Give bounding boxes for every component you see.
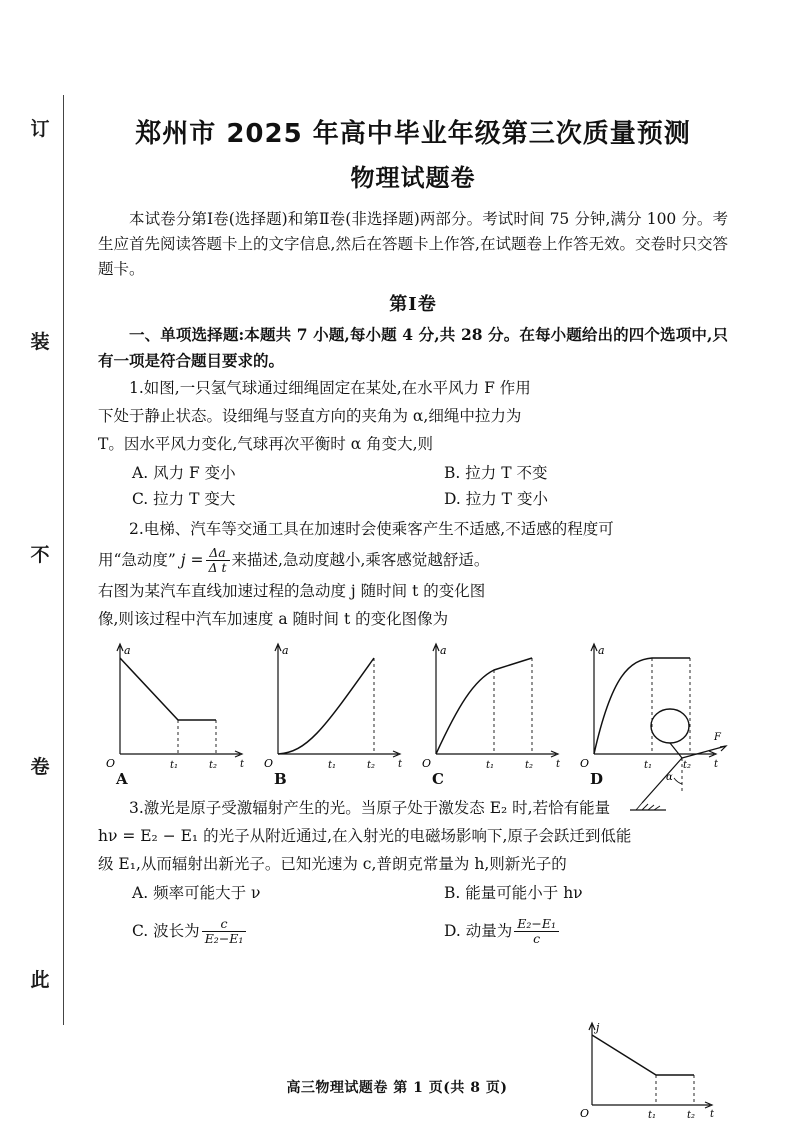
option-graph-C[interactable] — [414, 636, 564, 786]
option-C-fraction: $\frac{c}{\text{E₂−E₁}}$ — [202, 917, 247, 947]
margin-rule-line — [63, 95, 64, 1025]
question-3 — [98, 796, 728, 950]
margin-char-0: 订 — [30, 118, 50, 140]
svg-text:j: j — [596, 1020, 600, 1034]
svg-text:t₂: t₂ — [683, 759, 692, 771]
svg-text:a: a — [124, 643, 131, 657]
svg-text:t₂: t₂ — [367, 759, 376, 771]
svg-text:t₁: t₁ — [486, 759, 495, 771]
option-graph-B-label: B — [274, 769, 287, 788]
svg-text:t₁: t₁ — [644, 759, 653, 771]
svg-text:t₂: t₂ — [687, 1109, 696, 1121]
question-1-option-A[interactable]: A. 风力 F 变小 — [132, 463, 236, 482]
question-3-stem-line-1 — [98, 796, 728, 821]
question-3-line-1: 激光是原子受激辐射产生的光。当原子处于激发态 E₂ 时,若恰有能量 — [143, 798, 611, 817]
question-1-option-C[interactable]: C. 拉力 T 变大 — [132, 490, 236, 509]
question-2-line-4: 像,则该过程中汽车加速度 a 随时间 t 的变化图像为 — [98, 609, 449, 628]
option-graph-D-label: D — [590, 769, 604, 788]
jerk-time-graph — [570, 1017, 720, 1129]
margin-char-2: 不 — [30, 543, 50, 566]
svg-text:a: a — [282, 643, 289, 657]
option-D-fraction: $\frac{\text{E₂−E₁}}{c}$ — [514, 917, 559, 947]
section-lead-text: 一、单项选择题:本题共 7 小题,每小题 4 分,共 28 分。在每小题给出的四个选项中,只有一项是符合题目要求的。 — [98, 325, 728, 370]
question-3-number: 3. — [129, 798, 144, 817]
question-3-option-D[interactable]: D. 动量为 $\frac{\text{E₂−E₁}}{c}$ — [416, 913, 728, 950]
svg-text:t: t — [710, 1108, 715, 1120]
question-3-line-3: 级 E₁,从而辐射出新光子。已知光速为 c,普朗克常量为 h,则新光子的 — [98, 855, 567, 874]
binding-margin-text — [20, 120, 60, 990]
question-1-stem-line-1 — [98, 376, 553, 401]
svg-text:t: t — [714, 758, 719, 770]
option-graph-A-label: A — [116, 769, 128, 788]
question-2-stem-line-1 — [98, 517, 728, 542]
svg-text:a: a — [598, 643, 605, 657]
question-3-options-row-1 — [98, 880, 728, 906]
question-3-option-C[interactable]: C. 波长为 $\frac{c}{\text{E₂−E₁}}$ — [132, 913, 416, 950]
jerk-definition-fraction: $\frac{\Delta a}{\text{Δ t}}$ — [206, 546, 230, 576]
svg-text:a: a — [440, 643, 447, 657]
svg-text:O: O — [264, 756, 274, 770]
svg-text:t: t — [398, 758, 403, 770]
question-1-line-1: 如图,一只氢气球通过细绳固定在某处,在水平风力 F 作用 — [143, 378, 531, 397]
option-graph-A[interactable] — [98, 636, 248, 786]
question-1-option-D[interactable]: D. 拉力 T 变小 — [444, 490, 548, 509]
page-subtitle: 物理试题卷 — [350, 164, 476, 193]
question-3-option-A[interactable]: A. 频率可能大于 ν — [132, 884, 261, 903]
question-1-number: 1. — [129, 378, 144, 397]
question-3-option-B[interactable]: B. 能量可能小于 hν — [444, 884, 583, 903]
section-one-title: 第Ⅰ卷 — [389, 294, 437, 316]
margin-char-1: 装 — [30, 330, 50, 353]
option-graph-D[interactable] — [572, 636, 722, 786]
question-3-options-row-2 — [98, 913, 728, 950]
question-2-line-1: 电梯、汽车等交通工具在加速时会使乘客产生不适感,不适感的程度可 — [143, 519, 614, 538]
question-2-number: 2. — [129, 519, 144, 538]
svg-text:t₁: t₁ — [170, 759, 179, 771]
exam-instructions: 本试卷分第Ⅰ卷(选择题)和第Ⅱ卷(非选择题)两部分。考试时间 75 分钟,满分 100 分。考生应首先阅读答题卡上的文字信息,然后在答题卡上作答,在试题卷上作答无效。交卷时只交答题卡。 — [98, 210, 728, 279]
svg-text:t₁: t₁ — [328, 759, 337, 771]
margin-char-3: 卷 — [30, 756, 50, 779]
question-2-option-graphs — [98, 636, 728, 786]
svg-text:α: α — [666, 771, 673, 783]
option-graph-C-label: C — [432, 769, 444, 788]
svg-text:t₂: t₂ — [209, 759, 218, 771]
svg-text:t₁: t₁ — [648, 1109, 657, 1121]
page-footer: 高三物理试题卷 第 1 页(共 8 页) — [286, 1080, 508, 1096]
question-3-line-2: hν = E₂ − E₁ 的光子从附近通过,在入射光的电磁场影响下,原子会跃迁到低能 — [98, 827, 632, 846]
question-1-line-3: T。因水平风力变化,气球再次平衡时 α 角变大,则 — [98, 434, 434, 453]
option-graph-B[interactable] — [256, 636, 406, 786]
svg-text:O: O — [422, 756, 432, 770]
question-1-line-2: 下处于静止状态。设细绳与竖直方向的夹角为 α,细绳中拉力为 — [98, 406, 522, 425]
svg-text:O: O — [106, 756, 116, 770]
svg-text:t₂: t₂ — [525, 759, 534, 771]
question-2-stem-line-2: 用“急动度” j = $\frac{\Delta a}{\text{Δ t}}$ 来描述,急动度越小,乘客感觉越舒适。 — [98, 544, 490, 576]
page-title: 郑州市 2025 年高中毕业年级第三次质量预测 — [135, 119, 691, 149]
jerk-definition-lhs: j = — [180, 550, 204, 569]
question-2-line-3: 右图为某汽车直线加速过程的急动度 j 随时间 t 的变化图 — [98, 581, 486, 600]
svg-text:F: F — [714, 731, 721, 743]
question-1-options-row-2 — [98, 486, 728, 512]
svg-text:t: t — [240, 758, 245, 770]
svg-text:O: O — [580, 756, 590, 770]
svg-text:O: O — [580, 1106, 590, 1120]
question-1-option-B[interactable]: B. 拉力 T 不变 — [444, 463, 548, 482]
margin-char-4: 此 — [30, 969, 50, 991]
question-1-options-row-1 — [98, 460, 728, 486]
svg-text:t: t — [556, 758, 561, 770]
